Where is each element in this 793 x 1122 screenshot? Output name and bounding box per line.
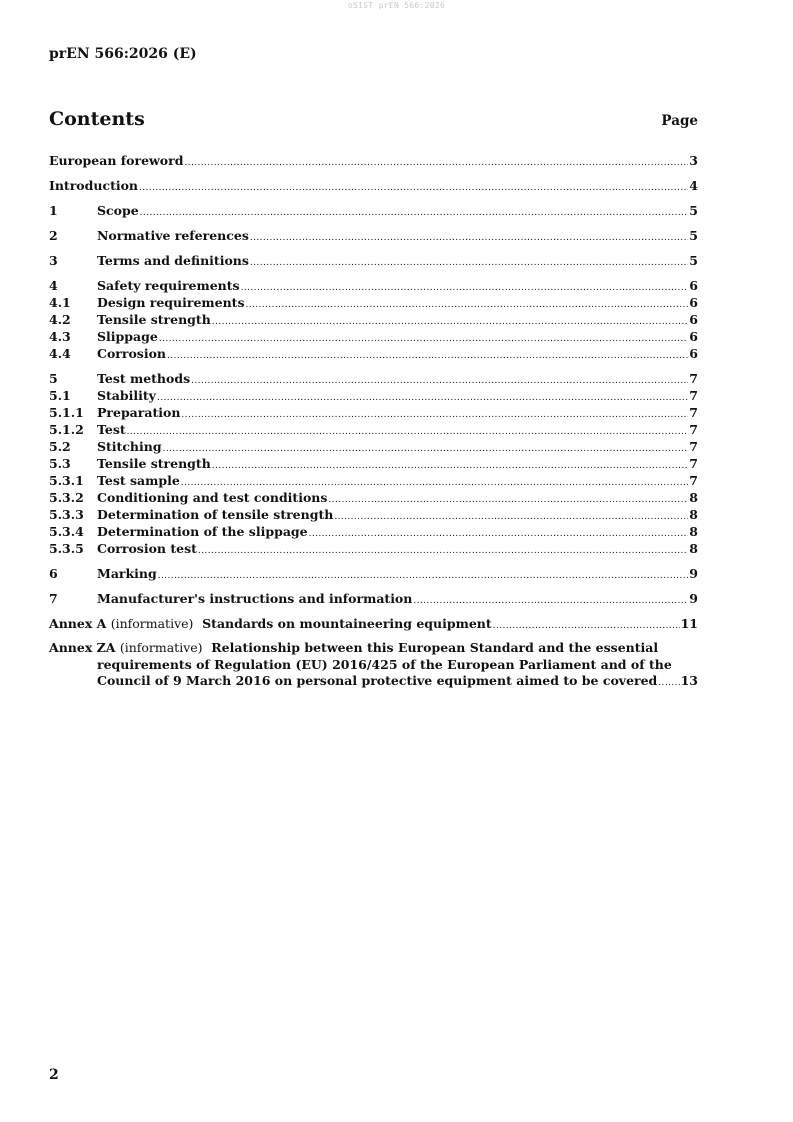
toc-entry-title: European foreword [49,153,184,168]
dot-leader [212,458,689,475]
toc-entry-number: 5.3.4 [49,524,84,539]
toc-entry-title: Preparation [97,405,181,420]
toc-entry[interactable] [49,523,698,540]
toc-entry-page: 7 [689,405,698,420]
toc-entry-title: Corrosion [97,346,167,361]
toc-entry-title: Normative references [97,228,249,243]
toc-entry-title: Test sample [97,473,180,488]
annex-za-prefix: Annex ZA [49,640,116,655]
toc-entry-title: Manufacturer's instructions and information [97,591,413,606]
toc-entry-number: 5.3.1 [49,473,84,488]
toc-entry-number: 4.3 [49,329,71,344]
dot-leader [127,424,689,441]
toc-entry-page: 6 [689,295,698,310]
watermark: oSIST prEN 566:2026 [347,1,446,10]
annex-za-line-2 [49,657,698,674]
toc-entry-number: 4.4 [49,346,71,361]
toc-entry-title: Conditioning and test conditions [97,490,328,505]
toc-entry[interactable] [49,252,698,269]
toc-entry[interactable] [49,294,698,311]
toc-entry[interactable] [49,311,698,328]
toc-entry[interactable] [49,370,698,387]
toc-entry-title: Stitching [97,439,162,454]
toc-entry[interactable] [49,421,698,438]
toc-entry-page: 5 [689,228,698,243]
toc-entry-title: Determination of the slippage [97,524,308,539]
toc-entry[interactable] [49,506,698,523]
toc-entry-title: Test [97,422,126,437]
toc-entry[interactable] [49,177,698,194]
toc-entry-page: 6 [689,329,698,344]
dot-leader [493,618,680,635]
contents-title: Contents [49,108,145,130]
toc-entry-page: 8 [689,507,698,522]
dot-leader [246,297,689,314]
dot-leader [139,180,688,197]
toc-entry-number: 5.2 [49,439,71,454]
toc-entry-number: 5.3.3 [49,507,84,522]
toc-entries [49,152,698,607]
toc-entry-title: Test methods [97,371,191,386]
toc-entry-annex-za[interactable] [49,640,698,690]
toc-entry-page: 7 [689,473,698,488]
dot-leader [181,407,688,424]
toc-entry-number: 5.3 [49,456,71,471]
document-id: prEN 566:2026 (E) [49,46,197,62]
toc-entry-number: 5.1 [49,388,71,403]
toc-entry-page: 7 [689,422,698,437]
toc-entry-page: 5 [689,203,698,218]
page-column-label: Page [661,113,698,129]
table-of-contents [49,152,698,690]
toc-entry-title: Tensile strength [97,312,211,327]
toc-entry-page: 9 [689,566,698,581]
toc-entry-title: Scope [97,203,139,218]
toc-entry-number: 2 [49,228,58,243]
toc-entry-number: 4 [49,278,58,293]
toc-entry-title: Design requirements [97,295,245,310]
toc-entry-number: 6 [49,566,58,581]
toc-entry-number: 1 [49,203,58,218]
dot-leader [241,280,689,297]
toc-entry-title: Tensile strength [97,456,211,471]
toc-entry-page: 7 [689,456,698,471]
annex-a-prefix: Annex A [49,616,107,631]
dot-leader [212,314,689,331]
toc-entry-title: Introduction [49,178,139,193]
toc-entry-number: 3 [49,253,58,268]
toc-entry-page: 8 [689,490,698,505]
toc-entry[interactable] [49,404,698,421]
toc-entry[interactable] [49,227,698,244]
toc-entry-title: Marking [97,566,157,581]
toc-entry[interactable] [49,277,698,294]
toc-entry[interactable] [49,565,698,582]
toc-entry-page: 8 [689,524,698,539]
contents-header [49,108,698,130]
toc-entry-page: 7 [689,371,698,386]
toc-entry-title: Corrosion test [97,541,197,556]
annex-a-heading [49,615,492,632]
toc-entry-number: 4.2 [49,312,71,327]
dot-leader [413,593,688,610]
toc-entry-page: 5 [689,253,698,268]
toc-entry-page: 8 [689,541,698,556]
toc-entry-number: 4.1 [49,295,71,310]
annex-za-line-1 [49,640,698,657]
toc-entry-page: 9 [689,591,698,606]
dot-leader [159,331,688,348]
toc-entry-title: Terms and definitions [97,253,249,268]
annex-za-title-line-1: Relationship between this European Standard and the essential [211,640,659,655]
toc-entry-page: 6 [689,278,698,293]
dot-leader [334,509,688,526]
annex-za-title-line-3: Council of 9 March 2016 on personal protective equipment aimed to be covered [97,673,658,688]
dot-leader [250,255,688,272]
toc-entry-page: 6 [689,312,698,327]
toc-entry[interactable] [49,472,698,489]
dot-leader [184,155,688,172]
dot-leader [157,390,688,407]
toc-entry-title: Slippage [97,329,158,344]
annex-a-title: Standards on mountaineering equipment [202,616,492,631]
annex-za-line-3 [49,673,698,690]
toc-entry-title: Stability [97,388,156,403]
toc-entry[interactable] [49,387,698,404]
dot-leader [250,230,688,247]
toc-entry-number: 5.3.2 [49,490,84,505]
toc-entry-page: 7 [689,439,698,454]
toc-entry[interactable] [49,438,698,455]
annex-za-qualifier: (informative) [119,640,203,655]
toc-entry-title: Safety requirements [97,278,240,293]
annex-za-page: 13 [680,673,698,688]
dot-leader [191,373,688,390]
dot-leader [167,348,688,365]
toc-entry-number: 5.1.2 [49,422,84,437]
dot-leader [198,543,688,560]
toc-entry-number: 5.1.1 [49,405,84,420]
toc-entry-page: 7 [689,388,698,403]
toc-entry-page: 4 [689,178,698,193]
annex-a-qualifier: (informative) [110,616,194,631]
dot-leader [140,205,689,222]
toc-entry-annex-a[interactable] [49,615,698,632]
toc-entry[interactable] [49,590,698,607]
annex-za-title-line-2: requirements of Regulation (EU) 2016/425 of the European Parliament and of the [97,656,672,672]
toc-entry[interactable] [49,152,698,169]
toc-entry-number: 5.3.5 [49,541,84,556]
toc-entry-number: 7 [49,591,58,606]
dot-leader [158,568,689,585]
toc-entry[interactable] [49,489,698,506]
dot-leader [328,492,688,509]
dot-leader [309,526,689,543]
toc-entry-number: 5 [49,371,58,386]
dot-leader [163,441,689,458]
dot-leader [658,675,679,692]
toc-entry[interactable] [49,455,698,472]
footer-page-number: 2 [49,1067,59,1083]
toc-entry-title: Determination of tensile strength [97,507,334,522]
annex-a-page: 11 [680,616,698,631]
toc-entry[interactable] [49,345,698,362]
toc-entry[interactable] [49,540,698,557]
toc-entry[interactable] [49,328,698,345]
toc-entry-page: 6 [689,346,698,361]
toc-entry-page: 3 [689,153,698,168]
toc-entry[interactable] [49,202,698,219]
